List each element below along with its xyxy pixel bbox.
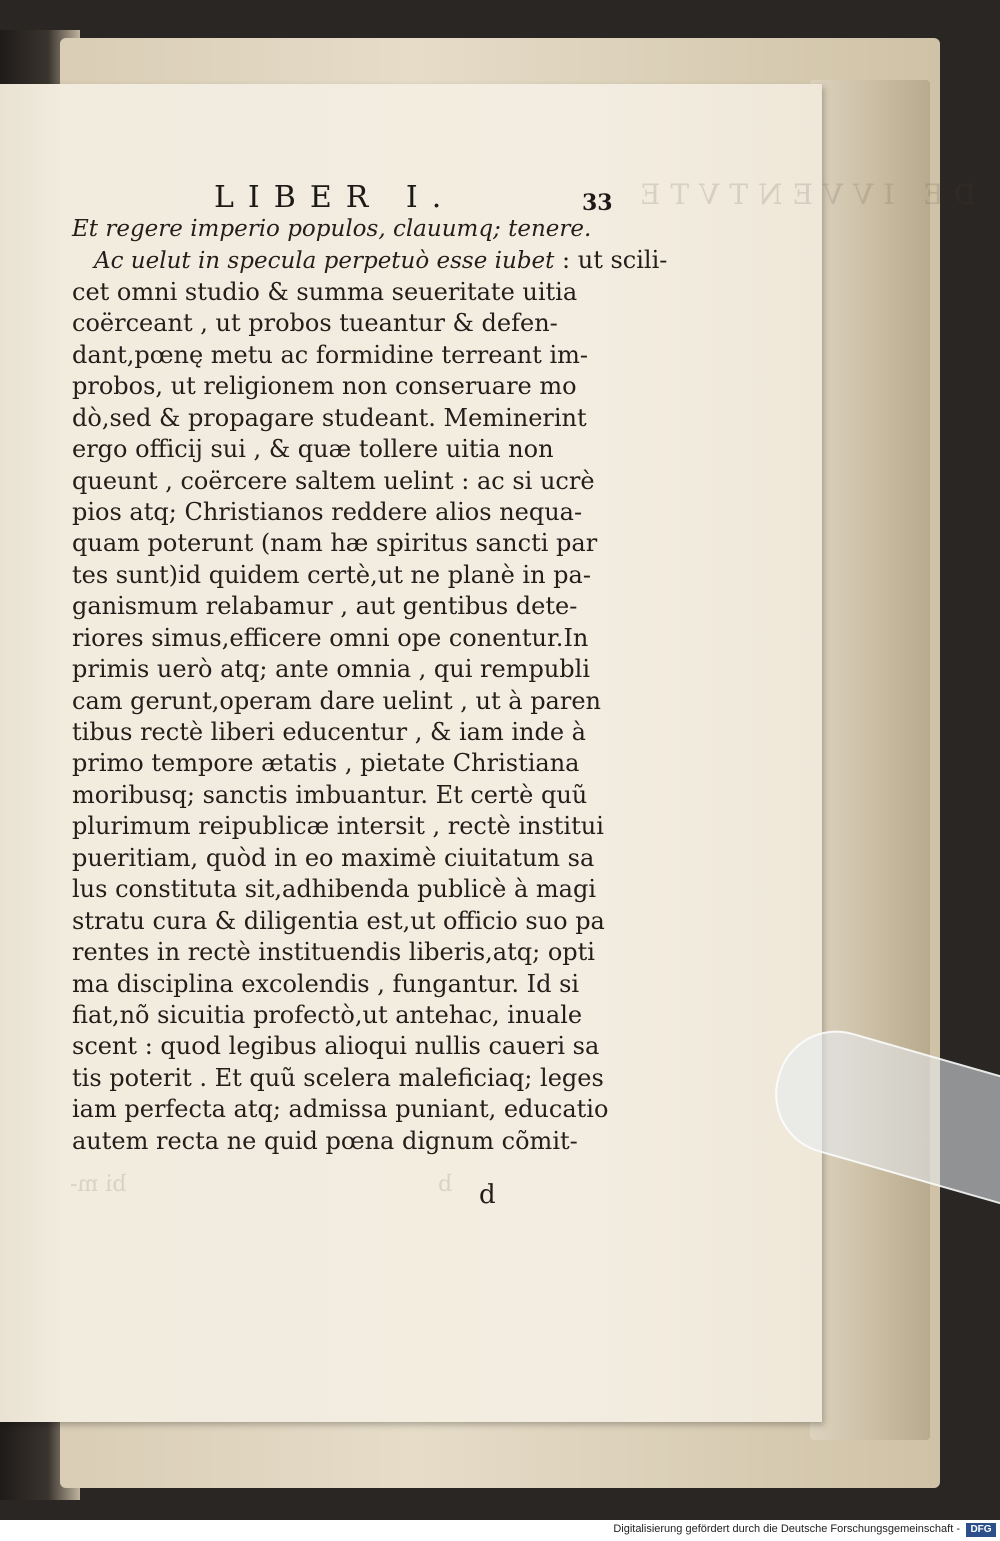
italic-run: Ac uelut in specula perpetuò esse iubet: [94, 248, 555, 275]
show-through-text: bi m-: [70, 1172, 127, 1197]
text-line: primo tempore ætatis , pietate Christiana: [72, 749, 580, 778]
cover-edge: [810, 80, 930, 1440]
text-line: rentes in rectè instituendis liberis,atq; opti: [72, 938, 595, 967]
text-line: coërceant , ut probos tueantur & defen-: [72, 309, 558, 338]
text-line: [72, 245, 668, 276]
text-line: queunt , coërcere saltem uelint : ac si ucrè: [72, 466, 595, 495]
text-line: pueritiam, quòd in eo maximè ciuitatum sa: [72, 843, 595, 872]
running-head: LIBER I.: [214, 180, 456, 215]
text-line: stratu cura & diligentia est,ut officio suo pa: [72, 906, 605, 935]
text-line: lus constituta sit,adhibenda publicè à magi: [72, 875, 596, 904]
text-line: Et regere imperio populos, clauumq; tenere.: [72, 216, 592, 242]
text-line: iam perfecta atq; admissa puniant, educatio: [72, 1095, 609, 1124]
show-through-signature: b: [438, 1172, 453, 1197]
text-line: plurimum reipublicæ intersit , rectè institui: [72, 812, 604, 841]
text-line: autem recta ne quid pœna dignum cõmit-: [72, 1126, 578, 1155]
text-line: quam poterunt (nam hæ spiritus sancti par: [72, 529, 598, 558]
text-block: [72, 214, 668, 1157]
text-line: ma disciplina excolendis , fungantur. Id si: [72, 969, 580, 998]
roman-run: : ut scili-: [554, 246, 668, 275]
dfg-logo: DFG: [966, 1523, 996, 1537]
text-line: tibus rectè liberi educentur , & iam inde à: [72, 718, 586, 746]
text-line: dant,pœnę metu ac formidine terreant im-: [72, 340, 588, 369]
show-through-heading: DE IVVENTVTE: [630, 178, 977, 211]
text-line: primis uerò atq; ante omnia , qui rempubli: [72, 655, 591, 684]
text-line: ergo officij sui , & quæ tollere uitia non: [72, 435, 554, 464]
text-line: cam gerunt,operam dare uelint , ut à paren: [72, 686, 601, 715]
text-line: moribusq; sanctis imbuantur. Et certè quũ: [72, 780, 588, 809]
text-line: tes sunt)id quidem certè,ut ne planè in pa-: [72, 560, 591, 589]
text-line: tis poterit . Et quũ scelera maleficiaq; leges: [72, 1063, 604, 1092]
page-number: 33: [582, 190, 613, 216]
text-line: pios atq; Christianos reddere alios nequa-: [72, 497, 583, 526]
text-line: ganismum relabamur , aut gentibus dete-: [72, 592, 578, 621]
footer-bar: [0, 1520, 1000, 1541]
text-line: probos, ut religionem non conseruare mo: [72, 372, 577, 401]
text-line: dò,sed & propagare studeant. Meminerint: [72, 403, 587, 432]
text-line: riores simus,efficere omni ope conentur.In: [72, 623, 589, 652]
signature-mark: d: [479, 1180, 496, 1210]
text-line: scent : quod legibus alioqui nullis caueri sa: [72, 1032, 600, 1061]
text-line: cet omni studio & summa seueritate uitia: [72, 277, 578, 306]
text-line: fiat,nõ sicuitia profectò,ut antehac, inuale: [72, 1000, 583, 1029]
funding-credit: Digitalisierung gefördert durch die Deutsche Forschungsgemeinschaft -: [613, 1523, 960, 1535]
